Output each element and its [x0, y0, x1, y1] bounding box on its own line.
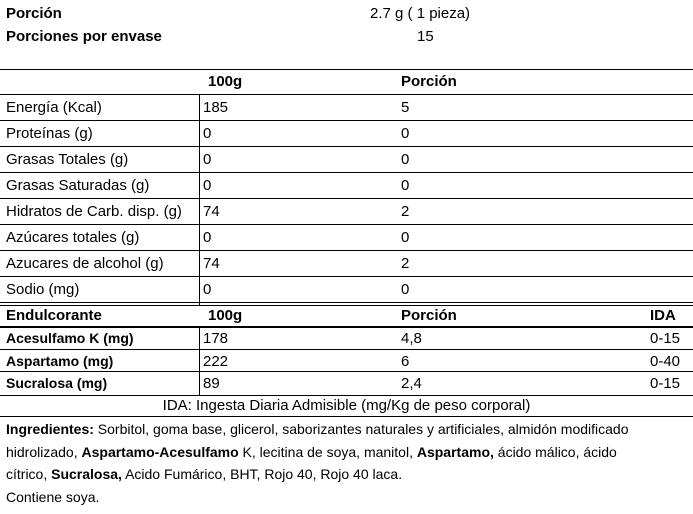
sweetener-value-100g: 89	[203, 375, 220, 393]
nutrient-value-portion: 0	[401, 177, 410, 194]
sweetener-header-border	[0, 326, 693, 328]
servings-value: 15	[417, 28, 434, 45]
nutrient-value-portion: 2	[401, 255, 410, 272]
servings-label: Porciones por envase	[6, 28, 162, 45]
sweetener-label: Aspartamo (mg)	[6, 352, 114, 369]
ingredients-block	[6, 418, 646, 508]
col-divider-sweetener-1	[199, 326, 200, 395]
sweetener-col-portion: Porción	[401, 307, 457, 324]
nutrient-value-portion: 0	[401, 281, 410, 298]
nutrient-value-portion: 0	[401, 151, 410, 168]
col-divider-nutrition-1	[199, 94, 200, 305]
row-divider	[0, 224, 693, 225]
sweetener-bottom-border	[0, 395, 693, 396]
table-top-border	[0, 69, 693, 70]
ingredients-text-1: Sorbitol, goma base, glicerol, saborizantes naturales y artificiales, almidón modificado hidrolizado,	[6, 421, 629, 460]
nutrient-value-100g: 185	[203, 99, 229, 116]
row-divider	[0, 120, 693, 121]
sweetener-value-portion: 2,4	[401, 375, 422, 393]
sweetener-value-ida: 0-15	[650, 330, 681, 347]
sweetener-col-label: Endulcorante	[6, 307, 102, 324]
nutrient-label: Grasas Saturadas (g)	[6, 177, 150, 194]
ingredients-label: Ingredientes:	[6, 421, 94, 437]
nutrient-label: Azúcares totales (g)	[6, 229, 140, 246]
ingredients-text-4: Acido Fumárico, BHT, Rojo 40, Rojo 40 laca.	[121, 466, 403, 482]
row-divider	[0, 250, 693, 251]
sweetener-value-100g: 222	[203, 352, 229, 370]
nutrient-value-100g: 0	[203, 125, 212, 142]
contains-note: Contiene soya.	[6, 488, 100, 505]
ingredients-bold-3: Sucralosa,	[51, 466, 122, 482]
serving-value: 2.7 g ( 1 pieza)	[370, 5, 471, 22]
nutrient-value-100g: 0	[203, 151, 212, 168]
nutrient-label: Grasas Totales (g)	[6, 151, 129, 168]
nutrient-label: Sodio (mg)	[6, 281, 80, 298]
sweetener-label: Sucralosa (mg)	[6, 375, 108, 392]
nutrient-value-100g: 0	[203, 229, 212, 246]
sweetener-value-100g: 178	[203, 330, 229, 347]
sweetener-value-portion: 4,8	[401, 330, 422, 347]
nutrient-label: Proteínas (g)	[6, 125, 93, 142]
ingredients-text-2: K, lecitina de soya, manitol,	[238, 443, 417, 460]
row-divider	[0, 198, 693, 199]
nutrient-value-portion: 0	[401, 229, 410, 246]
row-divider	[0, 146, 693, 147]
nutrition-col-portion: Porción	[401, 73, 457, 90]
nutrient-value-portion: 0	[401, 125, 410, 142]
nutrient-value-portion: 5	[401, 99, 410, 116]
nutrient-label: Azucares de alcohol (g)	[6, 255, 164, 272]
row-divider	[0, 371, 693, 372]
row-divider	[0, 172, 693, 173]
ingredients-bold-1: Aspartamo-Acesulfamo	[81, 443, 239, 460]
sweetener-label: Acesulfamo K (mg)	[6, 330, 134, 346]
sweetener-value-ida: 0-40	[650, 352, 681, 370]
nutrient-label: Energía (Kcal)	[6, 99, 102, 116]
sweetener-col-ida: IDA	[650, 307, 676, 324]
nutrient-value-portion: 2	[401, 203, 410, 220]
ida-note-border	[0, 416, 693, 417]
ingredients-bold-2: Aspartamo,	[416, 443, 494, 460]
sweetener-top-border	[0, 305, 693, 306]
sweetener-value-portion: 6	[401, 352, 410, 370]
nutrient-value-100g: 74	[203, 255, 220, 272]
row-divider	[0, 94, 693, 95]
nutrient-label: Hidratos de Carb. disp. (g)	[6, 203, 182, 220]
nutrient-value-100g: 0	[203, 177, 212, 194]
sweetener-value-ida: 0-15	[650, 375, 681, 393]
nutrition-col-100g: 100g	[208, 73, 243, 90]
nutrient-value-100g: 0	[203, 281, 212, 298]
nutrient-value-100g: 74	[203, 203, 220, 220]
row-divider	[0, 302, 693, 303]
row-divider	[0, 349, 693, 350]
ida-note: IDA: Ingesta Diaria Admisible (mg/Kg de peso corporal)	[162, 397, 531, 414]
row-divider	[0, 276, 693, 277]
sweetener-col-100g: 100g	[208, 307, 243, 324]
serving-label: Porción	[6, 5, 62, 22]
ingredients-text-3: ácido málico, ácido cítrico,	[6, 443, 617, 482]
